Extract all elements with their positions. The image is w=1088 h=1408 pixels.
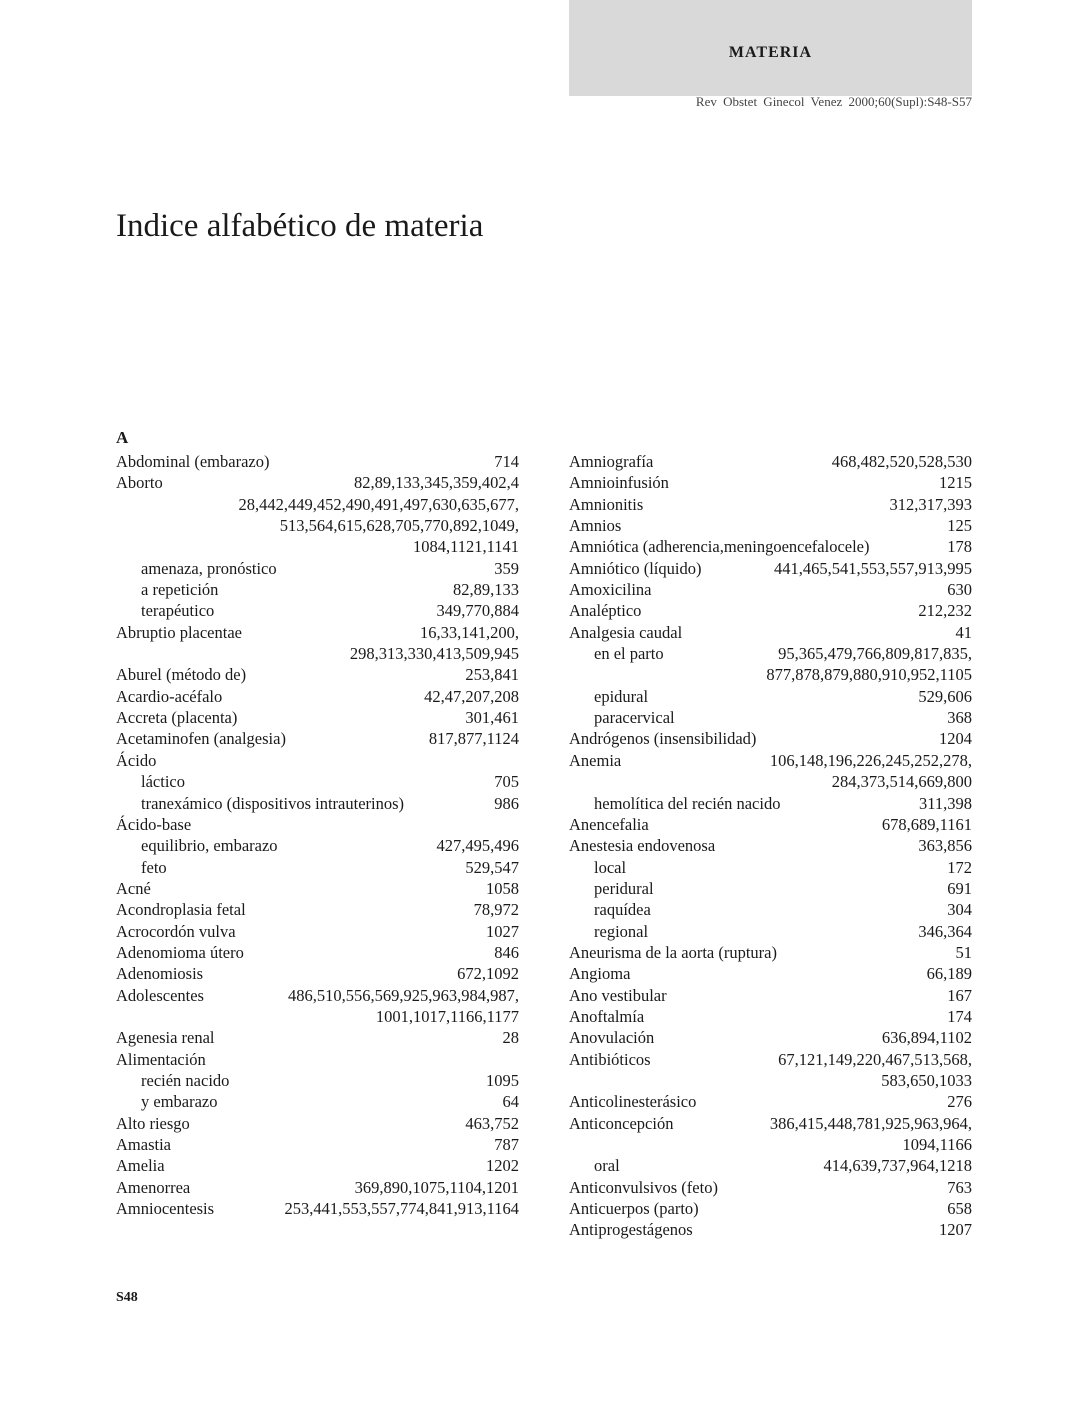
page-references: 301,461 [465, 708, 519, 728]
index-term: Anticoncepción [569, 1113, 674, 1133]
page-references-continued: 1094,1166 [902, 1135, 972, 1154]
index-entry [569, 1049, 972, 1092]
page-references: 705 [494, 772, 519, 792]
index-entry [569, 515, 972, 536]
page-references: 349,770,884 [436, 601, 519, 621]
index-term: Analéptico [569, 601, 642, 621]
page-references: 1215 [939, 473, 972, 493]
index-term: epidural [594, 686, 649, 706]
index-entry [116, 1113, 519, 1134]
index-entry [569, 1006, 972, 1027]
index-entry [569, 1113, 972, 1156]
page-references: 529,606 [918, 686, 972, 706]
index-entry [569, 472, 972, 493]
index-term: Amnionitis [569, 494, 644, 514]
index-term: hemolítica del recién nacido [594, 793, 781, 813]
page-references: 16,33,141,200, [420, 622, 519, 642]
page-references-continued: 284,373,514,669,800 [831, 772, 972, 792]
index-subentry [116, 600, 519, 621]
page-references: 363,856 [918, 836, 972, 856]
index-entry [116, 1155, 519, 1176]
index-subentry [116, 793, 519, 814]
index-subentry [569, 899, 972, 920]
page-references: 1204 [939, 729, 972, 749]
index-entry [116, 686, 519, 707]
index-term: terapéutico [141, 601, 215, 621]
page-references: 672,1092 [457, 964, 519, 984]
page-references: 486,510,556,569,925,963,984,987, [288, 985, 519, 1005]
index-entry [569, 600, 972, 621]
index-entry [569, 963, 972, 984]
index-subentry [569, 643, 972, 686]
index-term: Anestesia endovenosa [569, 836, 716, 856]
index-term: amenaza, pronóstico [141, 558, 277, 578]
index-term: Amnioinfusión [569, 473, 669, 493]
index-term: Agenesia renal [116, 1028, 215, 1048]
index-entry [116, 814, 519, 835]
page-references: 41 [955, 622, 972, 642]
page-references: 630 [947, 580, 972, 600]
page-references: 172 [947, 857, 972, 877]
page-references: 125 [947, 516, 972, 536]
index-term: Amastia [116, 1135, 171, 1154]
index-entry [116, 451, 519, 472]
page-references-continued: 28,442,449,452,490,491,497,630,635,677, [238, 494, 519, 514]
index-entry [116, 728, 519, 749]
page-references: 167 [947, 985, 972, 1005]
index-term: recién nacido [141, 1070, 230, 1090]
index-entry [569, 728, 972, 749]
index-column-left [116, 451, 519, 1219]
page-references: 312,317,393 [889, 494, 972, 514]
index-term: Anoftalmía [569, 1006, 645, 1026]
index-entry [116, 707, 519, 728]
index-term: Adenomiosis [116, 964, 204, 984]
page-references: 817,877,1124 [428, 729, 519, 749]
page-references: 253,441,553,557,774,841,913,1164 [284, 1199, 519, 1219]
index-subentry [569, 1155, 972, 1176]
page-references: 1207 [939, 1220, 972, 1240]
index-term: Alto riesgo [116, 1113, 190, 1133]
page-references: 1058 [486, 878, 519, 898]
index-entry [116, 664, 519, 685]
page-references-continued: 1001,1017,1166,1177 [375, 1006, 519, 1026]
index-term: Adenomioma útero [116, 942, 244, 962]
index-entry [569, 1091, 972, 1112]
index-entry [569, 835, 972, 856]
index-column-right [569, 451, 972, 1241]
page-references: 986 [494, 793, 519, 813]
index-term: Angioma [569, 964, 631, 984]
index-term: y embarazo [141, 1092, 218, 1112]
page-references: 529,547 [465, 857, 519, 877]
index-term: Amniografía [569, 452, 654, 471]
index-term: Antiprogestágenos [569, 1220, 693, 1240]
index-term: Abdominal (embarazo) [116, 452, 270, 471]
page-number: S48 [116, 1290, 138, 1305]
index-subentry [116, 857, 519, 878]
index-subentry [116, 835, 519, 856]
index-entry [116, 1027, 519, 1048]
index-entry [116, 878, 519, 899]
page-references: 386,415,448,781,925,963,964, [769, 1113, 972, 1133]
page-references: 95,365,479,766,809,817,835, [778, 644, 972, 664]
index-entry [569, 1198, 972, 1219]
index-term: Andrógenos (insensibilidad) [569, 729, 757, 749]
index-term: Acné [116, 878, 151, 898]
index-entry [116, 1177, 519, 1198]
page-references: 253,841 [465, 665, 519, 685]
index-term: Aneurisma de la aorta (ruptura) [569, 942, 777, 962]
index-entry [569, 451, 972, 472]
index-term: Anovulación [569, 1028, 655, 1048]
page-references: 463,752 [465, 1113, 519, 1133]
index-entry [569, 985, 972, 1006]
index-term: Amoxicilina [569, 580, 652, 600]
index-term: láctico [141, 772, 185, 792]
index-entry [116, 472, 519, 557]
page-references-continued: 877,878,879,880,910,952,1105 [766, 665, 972, 685]
page-references: 691 [947, 878, 972, 898]
index-entry [116, 963, 519, 984]
page-references: 51 [955, 942, 972, 962]
page-references: 78,972 [473, 900, 519, 920]
index-entry [569, 494, 972, 515]
index-term: Anticonvulsivos (feto) [569, 1177, 718, 1197]
index-subentry [116, 579, 519, 600]
index-term: feto [141, 857, 167, 877]
index-term: Ácido-base [116, 814, 192, 834]
index-subentry [569, 793, 972, 814]
page-references: 64 [502, 1092, 519, 1112]
index-entry [116, 899, 519, 920]
page-references: 106,148,196,226,245,252,278, [769, 750, 972, 770]
index-term: en el parto [594, 644, 664, 664]
index-entry [569, 622, 972, 643]
page-references-continued: 1084,1121,1141 [412, 537, 519, 557]
index-term: Aborto [116, 473, 163, 493]
index-term: Amnios [569, 516, 622, 536]
page-references: 276 [947, 1092, 972, 1112]
page-title: Indice alfabético de materia [116, 208, 484, 244]
page-references: 636,894,1102 [881, 1028, 972, 1048]
index-term: regional [594, 921, 649, 941]
index-term: Amniótico (líquido) [569, 558, 702, 578]
page-references: 67,121,149,220,467,513,568, [778, 1049, 972, 1069]
index-term: Acetaminofen (analgesia) [116, 729, 286, 749]
index-term: Anencefalia [569, 814, 649, 834]
index-subentry [569, 707, 972, 728]
index-term: Acrocordón vulva [116, 921, 236, 941]
page-references: 346,364 [918, 921, 972, 941]
index-term: Adolescentes [116, 985, 204, 1005]
index-entry [116, 1134, 519, 1155]
page-references: 28 [502, 1028, 519, 1048]
page-references: 368 [947, 708, 972, 728]
index-entry [569, 579, 972, 600]
index-term: Acardio-acéfalo [116, 686, 223, 706]
index-entry [116, 750, 519, 771]
index-entry [569, 1219, 972, 1240]
index-entry [569, 750, 972, 793]
index-term: Aburel (método de) [116, 665, 247, 685]
index-term: Abruptio placentae [116, 622, 242, 642]
index-subentry [116, 1091, 519, 1112]
page-references: 369,890,1075,1104,1201 [354, 1177, 519, 1197]
index-term: Accreta (placenta) [116, 708, 238, 728]
page-references: 311,398 [918, 793, 972, 813]
page-references-continued: 513,564,615,628,705,770,892,1049, [279, 516, 519, 536]
index-subentry [116, 558, 519, 579]
index-subentry [569, 921, 972, 942]
page-references: 468,482,520,528,530 [831, 452, 972, 471]
index-term: Amniocentesis [116, 1199, 215, 1219]
index-term: a repetición [141, 580, 219, 600]
index-term: peridural [594, 878, 654, 898]
letter-heading: A [116, 428, 129, 447]
index-subentry [569, 878, 972, 899]
page-references: 174 [947, 1006, 972, 1026]
index-term: Analgesia caudal [569, 622, 683, 642]
page-references: 441,465,541,553,557,913,995 [774, 558, 972, 578]
index-entry [569, 1177, 972, 1198]
index-term: oral [594, 1156, 620, 1176]
index-entry [569, 814, 972, 835]
page-references: 1027 [486, 921, 519, 941]
page-references: 427,495,496 [436, 836, 519, 856]
index-term: Antibióticos [569, 1049, 651, 1069]
index-term: Ácido [116, 750, 157, 770]
index-entry [116, 1198, 519, 1219]
index-entry [116, 942, 519, 963]
index-entry [569, 558, 972, 579]
index-term: Ano vestibular [569, 985, 667, 1005]
index-subentry [569, 857, 972, 878]
page-references-continued: 298,313,330,413,509,945 [349, 644, 519, 664]
page-references: 714 [494, 452, 519, 471]
page-references: 82,89,133 [453, 580, 519, 600]
index-term: Anticolinesterásico [569, 1092, 697, 1112]
page-references: 846 [494, 942, 519, 962]
index-term: Amenorrea [116, 1177, 191, 1197]
page-references: 414,639,737,964,1218 [823, 1156, 972, 1176]
page-references: 304 [947, 900, 972, 920]
page-references: 82,89,133,345,359,402,4 [354, 473, 519, 493]
index-entry [116, 921, 519, 942]
page-references: 763 [947, 1177, 972, 1197]
index-entry [569, 1027, 972, 1048]
page-references: 678,689,1161 [881, 814, 972, 834]
index-entry [116, 622, 519, 665]
page-references: 66,189 [926, 964, 972, 984]
page-references: 42,47,207,208 [424, 686, 519, 706]
index-term: raquídea [594, 900, 651, 920]
page-references: 787 [494, 1135, 519, 1154]
index-subentry [116, 771, 519, 792]
section-label: MATERIA [728, 44, 813, 61]
page-references: 1202 [486, 1156, 519, 1176]
index-term: tranexámico (dispositivos intrauterinos) [141, 793, 405, 813]
index-subentry [569, 686, 972, 707]
index-entry [569, 942, 972, 963]
index-term: Anticuerpos (parto) [569, 1199, 699, 1219]
index-term: Amniótica (adherencia,meningoencefalocele) [569, 537, 870, 557]
index-term: paracervical [594, 708, 675, 728]
journal-citation: Rev Obstet Ginecol Venez 2000;60(Supl):S48-S57 [695, 94, 972, 109]
index-term: Anemia [569, 750, 622, 770]
page-references: 178 [947, 537, 972, 557]
index-term: local [594, 857, 627, 877]
page-references: 212,232 [918, 601, 972, 621]
index-entry [116, 1049, 519, 1070]
index-term: Alimentación [116, 1049, 206, 1069]
index-term: equilibrio, embarazo [141, 836, 278, 856]
index-term: Amelia [116, 1156, 165, 1176]
page-references-continued: 583,650,1033 [881, 1070, 972, 1090]
page-references: 1095 [486, 1070, 519, 1090]
index-entry [569, 536, 972, 557]
index-entry [116, 985, 519, 1028]
page-references: 658 [947, 1199, 972, 1219]
index-subentry [116, 1070, 519, 1091]
index-term: Acondroplasia fetal [116, 900, 246, 920]
page-references: 359 [494, 558, 519, 578]
